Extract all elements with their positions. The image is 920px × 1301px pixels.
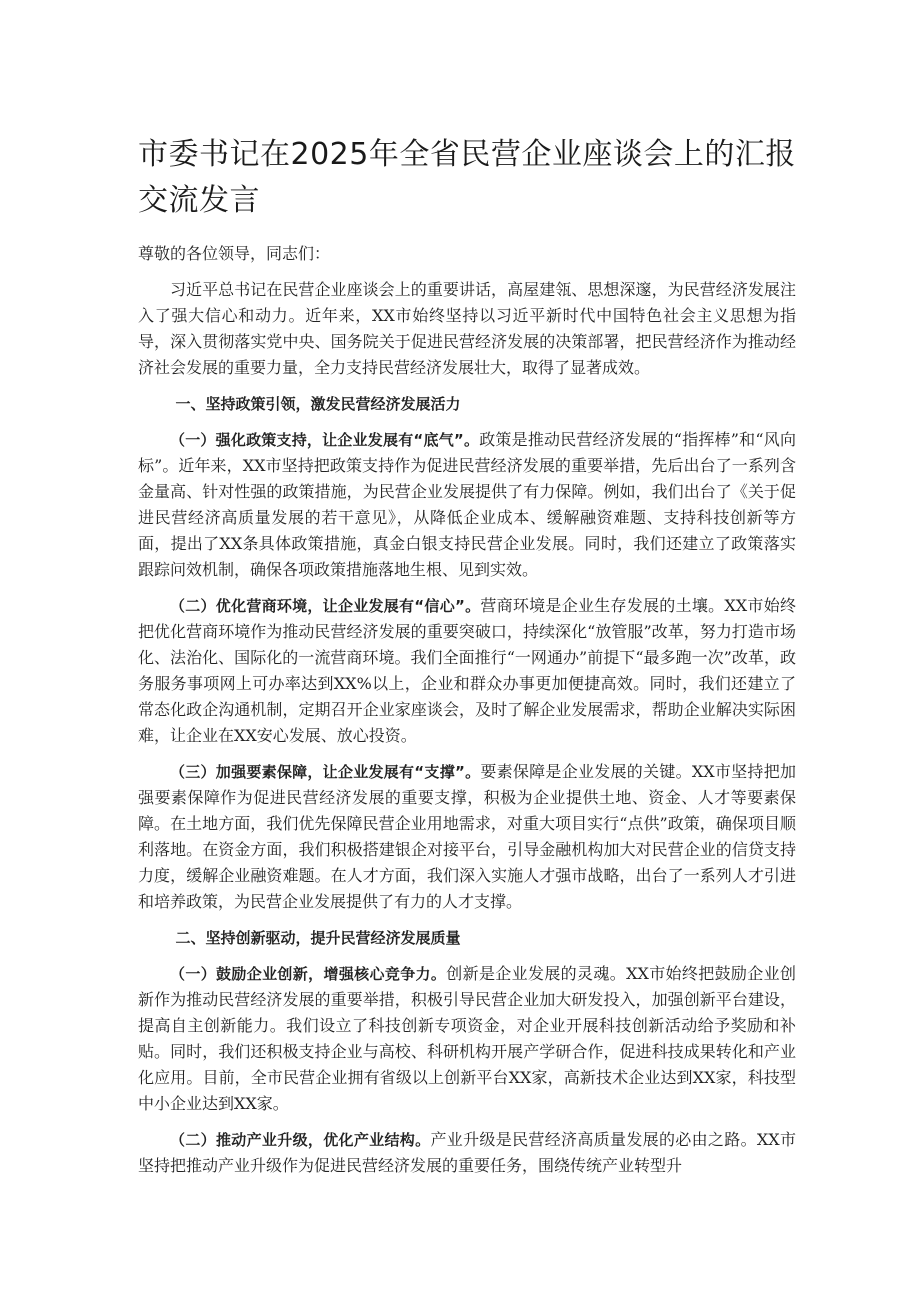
paragraph-text: 政策是推动民营经济发展的“指挥棒”和“风向标”。近年来，XX市坚持把政策支持作为促进民营经济发展的重要举措，先后出台了一系列含金量高、针对性强的政策措施，为民营企业发展提供了有力保障。例如，我们出台了《关于促进民营经济高质量发展的若干意见》，从降低企业成本、缓解融资难题、支持科技创新等方面，提出了XX条具体政策措施，真金白银支持民营企业发展。同时，我们还建立了政策落实跟踪问效机制，确保各项政策措施落地生根、见到实效。	[138, 430, 796, 579]
paragraph-lead: （三）加强要素保障，让企业发展有“支撑”。	[170, 763, 481, 781]
section-heading-2: 二、坚持创新驱动，提升民营经济发展质量	[175, 929, 461, 947]
section-heading-1: 一、坚持政策引领，激发民营经济发展活力	[175, 395, 461, 413]
paragraph-text: 产业升级是民营经济高质量发展的必由之路。XX市坚持把推动产业升级作为促进民营经济发展的重要任务，围绕传统产业转型升	[138, 1130, 796, 1175]
paragraph-lead: （二）推动产业升级，优化产业结构。	[170, 1131, 431, 1149]
paragraph	[138, 593, 796, 749]
intro-paragraph: 习近平总书记在民营企业座谈会上的重要讲话，高屋建瓴、思想深邃，为民营经济发展注入了强大信心和动力。近年来，XX市始终坚持以习近平新时代中国特色社会主义思想为指导，深入贯彻落实党中央、国务院关于促进民营经济发展的决策部署，把民营经济作为推动经济社会发展的重要力量，全力支持民营经济发展壮大，取得了显著成效。	[138, 280, 796, 377]
paragraph-lead: （一）强化政策支持，让企业发展有“底气”。	[170, 431, 480, 449]
paragraph	[138, 427, 796, 583]
paragraph	[138, 961, 796, 1117]
paragraph-text: 创新是企业发展的灵魂。XX市始终把鼓励企业创新作为推动民营经济发展的重要举措，积极引导民营企业加大研发投入，加强创新平台建设，提高自主创新能力。我们设立了科技创新专项资金，对企业开展科技创新活动给予奖励和补贴。同时，我们还积极支持企业与高校、科研机构开展产学研合作，促进科技成果转化和产业化应用。目前，全市民营企业拥有省级以上创新平台XX家，高新技术企业达到XX家，科技型中小企业达到XX家。	[138, 964, 796, 1113]
paragraph-lead: （一）鼓励企业创新，增强核心竞争力。	[170, 965, 447, 983]
paragraph	[138, 1127, 796, 1179]
document-body	[138, 241, 796, 1189]
paragraph-text: 要素保障是企业发展的关键。XX市坚持把加强要素保障作为促进民营经济发展的重要支撑，积极为企业提供土地、资金、人才等要素保障。在土地方面，我们优先保障民营企业用地需求，对重大项目实行“点供”政策，确保项目顺利落地。在资金方面，我们积极搭建银企对接平台，引导金融机构加大对民营企业的信贷支持力度，缓解企业融资难题。在人才方面，我们深入实施人才强市战略，出台了一系列人才引进和培养政策，为民营企业发展提供了有力的人才支撑。	[138, 762, 796, 911]
paragraph-text: 营商环境是企业生存发展的土壤。XX市始终把优化营商环境作为推动民营经济发展的重要突破口，持续深化“放管服”改革，努力打造市场化、法治化、国际化的一流营商环境。我们全面推行“一网通办”前提下“最多跑一次”改革，政务服务事项网上可办率达到XX%以上，企业和群众办事更加便捷高效。同时，我们还建立了常态化政企沟通机制，定期召开企业家座谈会，及时了解企业发展需求，帮助企业解决实际困难，让企业在XX安心发展、放心投资。	[138, 596, 796, 745]
paragraph-lead: （二）优化营商环境，让企业发展有“信心”。	[170, 597, 481, 615]
paragraph	[138, 759, 796, 915]
page-title: 市委书记在2025年全省民营企业座谈会上的汇报交流发言	[138, 137, 796, 218]
greeting: 尊敬的各位领导，同志们：	[138, 244, 331, 263]
